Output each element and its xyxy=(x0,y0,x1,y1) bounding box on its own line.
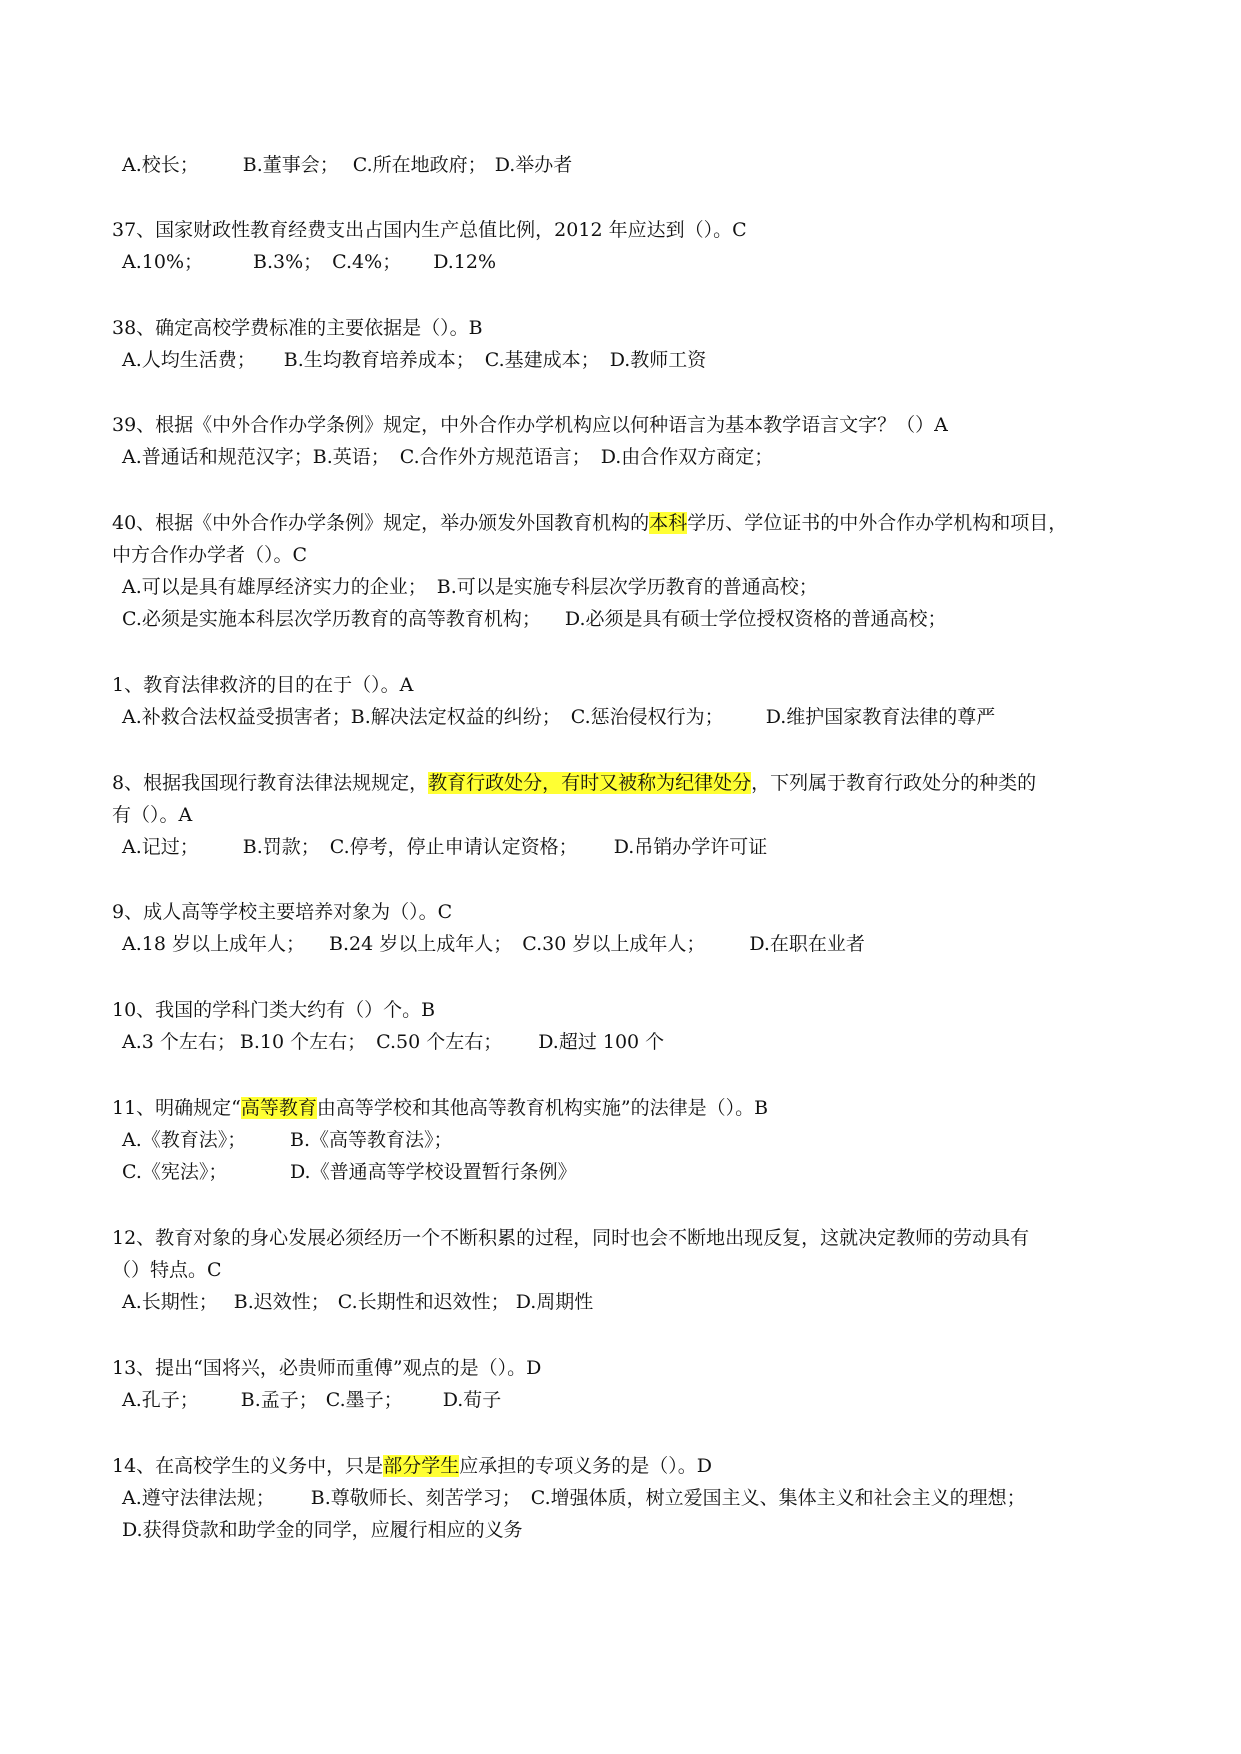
option-c: C.50 个左右； xyxy=(376,1031,503,1053)
option-c: C.停考，停止申请认定资格； xyxy=(329,836,578,858)
question-1-stem: 1、教育法律救济的目的在于（）。A xyxy=(112,674,414,696)
option-b: B.孟子； xyxy=(240,1389,318,1411)
option-c: C.4%； xyxy=(332,251,402,273)
question-40-stem xyxy=(112,511,1067,535)
option-d: D.在职在业者 xyxy=(749,933,865,955)
option-d: D.超过 100 个 xyxy=(538,1031,665,1053)
option-a: A.《教育法》； xyxy=(122,1129,247,1151)
option-a: A.孔子； xyxy=(122,1389,199,1411)
question-37-stem: 37、国家财政性教育经费支出占国内生产总值比例，2012 年应达到（）。C xyxy=(112,219,747,241)
question-11-options-row2 xyxy=(122,1160,577,1184)
option-b: B.迟效性； xyxy=(233,1291,330,1313)
option-c: C.长期性和迟效性； xyxy=(337,1291,510,1313)
option-d: D.由合作双方商定； xyxy=(600,446,774,468)
option-d: D.维护国家教育法律的尊严 xyxy=(765,706,996,728)
option-b: B.10 个左右； xyxy=(239,1031,367,1053)
question-11-options-row1 xyxy=(122,1128,453,1152)
question-8-stem-line2: 有（）。A xyxy=(112,804,193,826)
question-39-stem: 39、根据《中外合作办学条例》规定，中外合作办学机构应以何种语言为基本教学语言文字？（）A xyxy=(112,414,948,436)
question-11-stem xyxy=(112,1096,768,1120)
highlighted-text: 高等教育 xyxy=(240,1097,317,1119)
question-38-stem: 38、确定高校学费标准的主要依据是（）。B xyxy=(112,317,483,339)
stem-text: 学历、学位证书的中外合作办学机构和项目， xyxy=(687,512,1068,534)
option-c: C.增强体质，树立爱国主义、集体主义和社会主义的理想； xyxy=(530,1487,1026,1509)
q36-options xyxy=(122,153,572,177)
option-b: B.生均教育培养成本； xyxy=(283,349,475,371)
option-c: C.《宪法》； xyxy=(122,1161,228,1183)
option-a: A.3 个左右； xyxy=(122,1031,236,1053)
question-8-stem xyxy=(112,771,1036,795)
stem-text: 40、根据《中外合作办学条例》规定，举办颁发外国教育机构的 xyxy=(112,512,650,534)
stem-text: 14、在高校学生的义务中，只是 xyxy=(112,1455,384,1477)
question-8-options xyxy=(122,835,767,859)
option-d: D.荀子 xyxy=(442,1389,502,1411)
option-d: D.举办者 xyxy=(494,154,573,176)
question-14-stem xyxy=(112,1454,712,1478)
stem-text: 8、根据我国现行教育法律法规规定， xyxy=(112,772,429,794)
option-b: B.罚款； xyxy=(242,836,320,858)
option-c: C.合作外方规范语言； xyxy=(399,446,591,468)
option-c: C.惩治侵权行为； xyxy=(570,706,724,728)
stem-text: 11、明确规定“ xyxy=(112,1097,241,1119)
option-b: B.董事会； xyxy=(242,154,339,176)
question-13-stem: 13、提出“国将兴，必贵师而重傅”观点的是（）。D xyxy=(112,1357,542,1379)
option-d: D.必须是具有硕士学位授权资格的普通高校； xyxy=(564,608,947,630)
question-14-options-row1 xyxy=(122,1486,1026,1510)
option-c: C.所在地政府； xyxy=(352,154,487,176)
question-40-stem-line2: 中方合作办学者（）。C xyxy=(112,544,308,566)
question-13-options xyxy=(122,1388,501,1412)
stem-text: 由高等学校和其他高等教育机构实施”的法律是（）。B xyxy=(316,1097,769,1119)
option-a: A.校长； xyxy=(122,154,199,176)
question-40-options-row1 xyxy=(122,575,818,599)
question-37-options xyxy=(122,250,496,274)
question-1-options xyxy=(122,705,995,729)
option-d: D.吊销办学许可证 xyxy=(613,836,768,858)
option-a: A.18 岁以上成年人； xyxy=(122,933,305,955)
option-b: B.英语； xyxy=(312,446,390,468)
option-a: A.人均生活费； xyxy=(122,349,256,371)
question-39-options xyxy=(122,445,773,469)
question-40-options-row2 xyxy=(122,607,947,631)
option-b: B.3%； xyxy=(253,251,323,273)
option-a: A.可以是具有雄厚经济实力的企业； xyxy=(122,576,427,598)
question-10-stem: 10、我国的学科门类大约有（）个。B xyxy=(112,999,436,1021)
option-c: C.必须是实施本科层次学历教育的高等教育机构； xyxy=(122,608,541,630)
option-b: B.可以是实施专科层次学历教育的普通高校； xyxy=(436,576,818,598)
option-a: A.普通话和规范汉字； xyxy=(122,446,313,468)
highlighted-text: 本科 xyxy=(649,512,688,534)
question-12-stem-line2: （）特点。C xyxy=(112,1259,222,1281)
option-d: D.12% xyxy=(433,251,497,273)
option-a: A.补救合法权益受损害者； xyxy=(122,706,351,728)
stem-text: 应承担的专项义务的是（）。D xyxy=(459,1455,712,1477)
option-a: A.遵守法律法规； xyxy=(122,1487,275,1509)
option-a: A.10%； xyxy=(122,251,203,273)
option-a: A.记过； xyxy=(122,836,199,858)
highlighted-text: 教育行政处分，有时又被称为纪律处分 xyxy=(428,772,752,794)
option-d: D.教师工资 xyxy=(609,349,707,371)
question-12-stem: 12、教育对象的身心发展必须经历一个不断积累的过程，同时也会不断地出现反复，这就决定教师的劳动具有 xyxy=(112,1227,1030,1249)
option-c: C.30 岁以上成年人； xyxy=(522,933,706,955)
highlighted-text: 部分学生 xyxy=(383,1455,460,1477)
option-d: D.《普通高等学校设置暂行条例》 xyxy=(290,1161,577,1183)
option-a: A.长期性； xyxy=(122,1291,218,1313)
option-b: B.尊敬师长、刻苦学习； xyxy=(310,1487,521,1509)
option-b: B.24 岁以上成年人； xyxy=(328,933,513,955)
option-d: D.周期性 xyxy=(515,1291,594,1313)
question-12-options xyxy=(122,1290,593,1314)
question-9-stem: 9、成人高等学校主要培养对象为（）。C xyxy=(112,901,453,923)
question-38-options xyxy=(122,348,706,372)
stem-text: ，下列属于教育行政处分的种类的 xyxy=(751,772,1037,794)
option-b: B.解决法定权益的纠纷； xyxy=(350,706,561,728)
option-c: C.基建成本； xyxy=(484,349,600,371)
question-10-options xyxy=(122,1030,664,1054)
question-9-options xyxy=(122,932,865,956)
option-c: C.墨子； xyxy=(325,1389,403,1411)
question-14-options-row2: D.获得贷款和助学金的同学，应履行相应的义务 xyxy=(122,1519,523,1541)
option-b: B.《高等教育法》； xyxy=(290,1129,453,1151)
